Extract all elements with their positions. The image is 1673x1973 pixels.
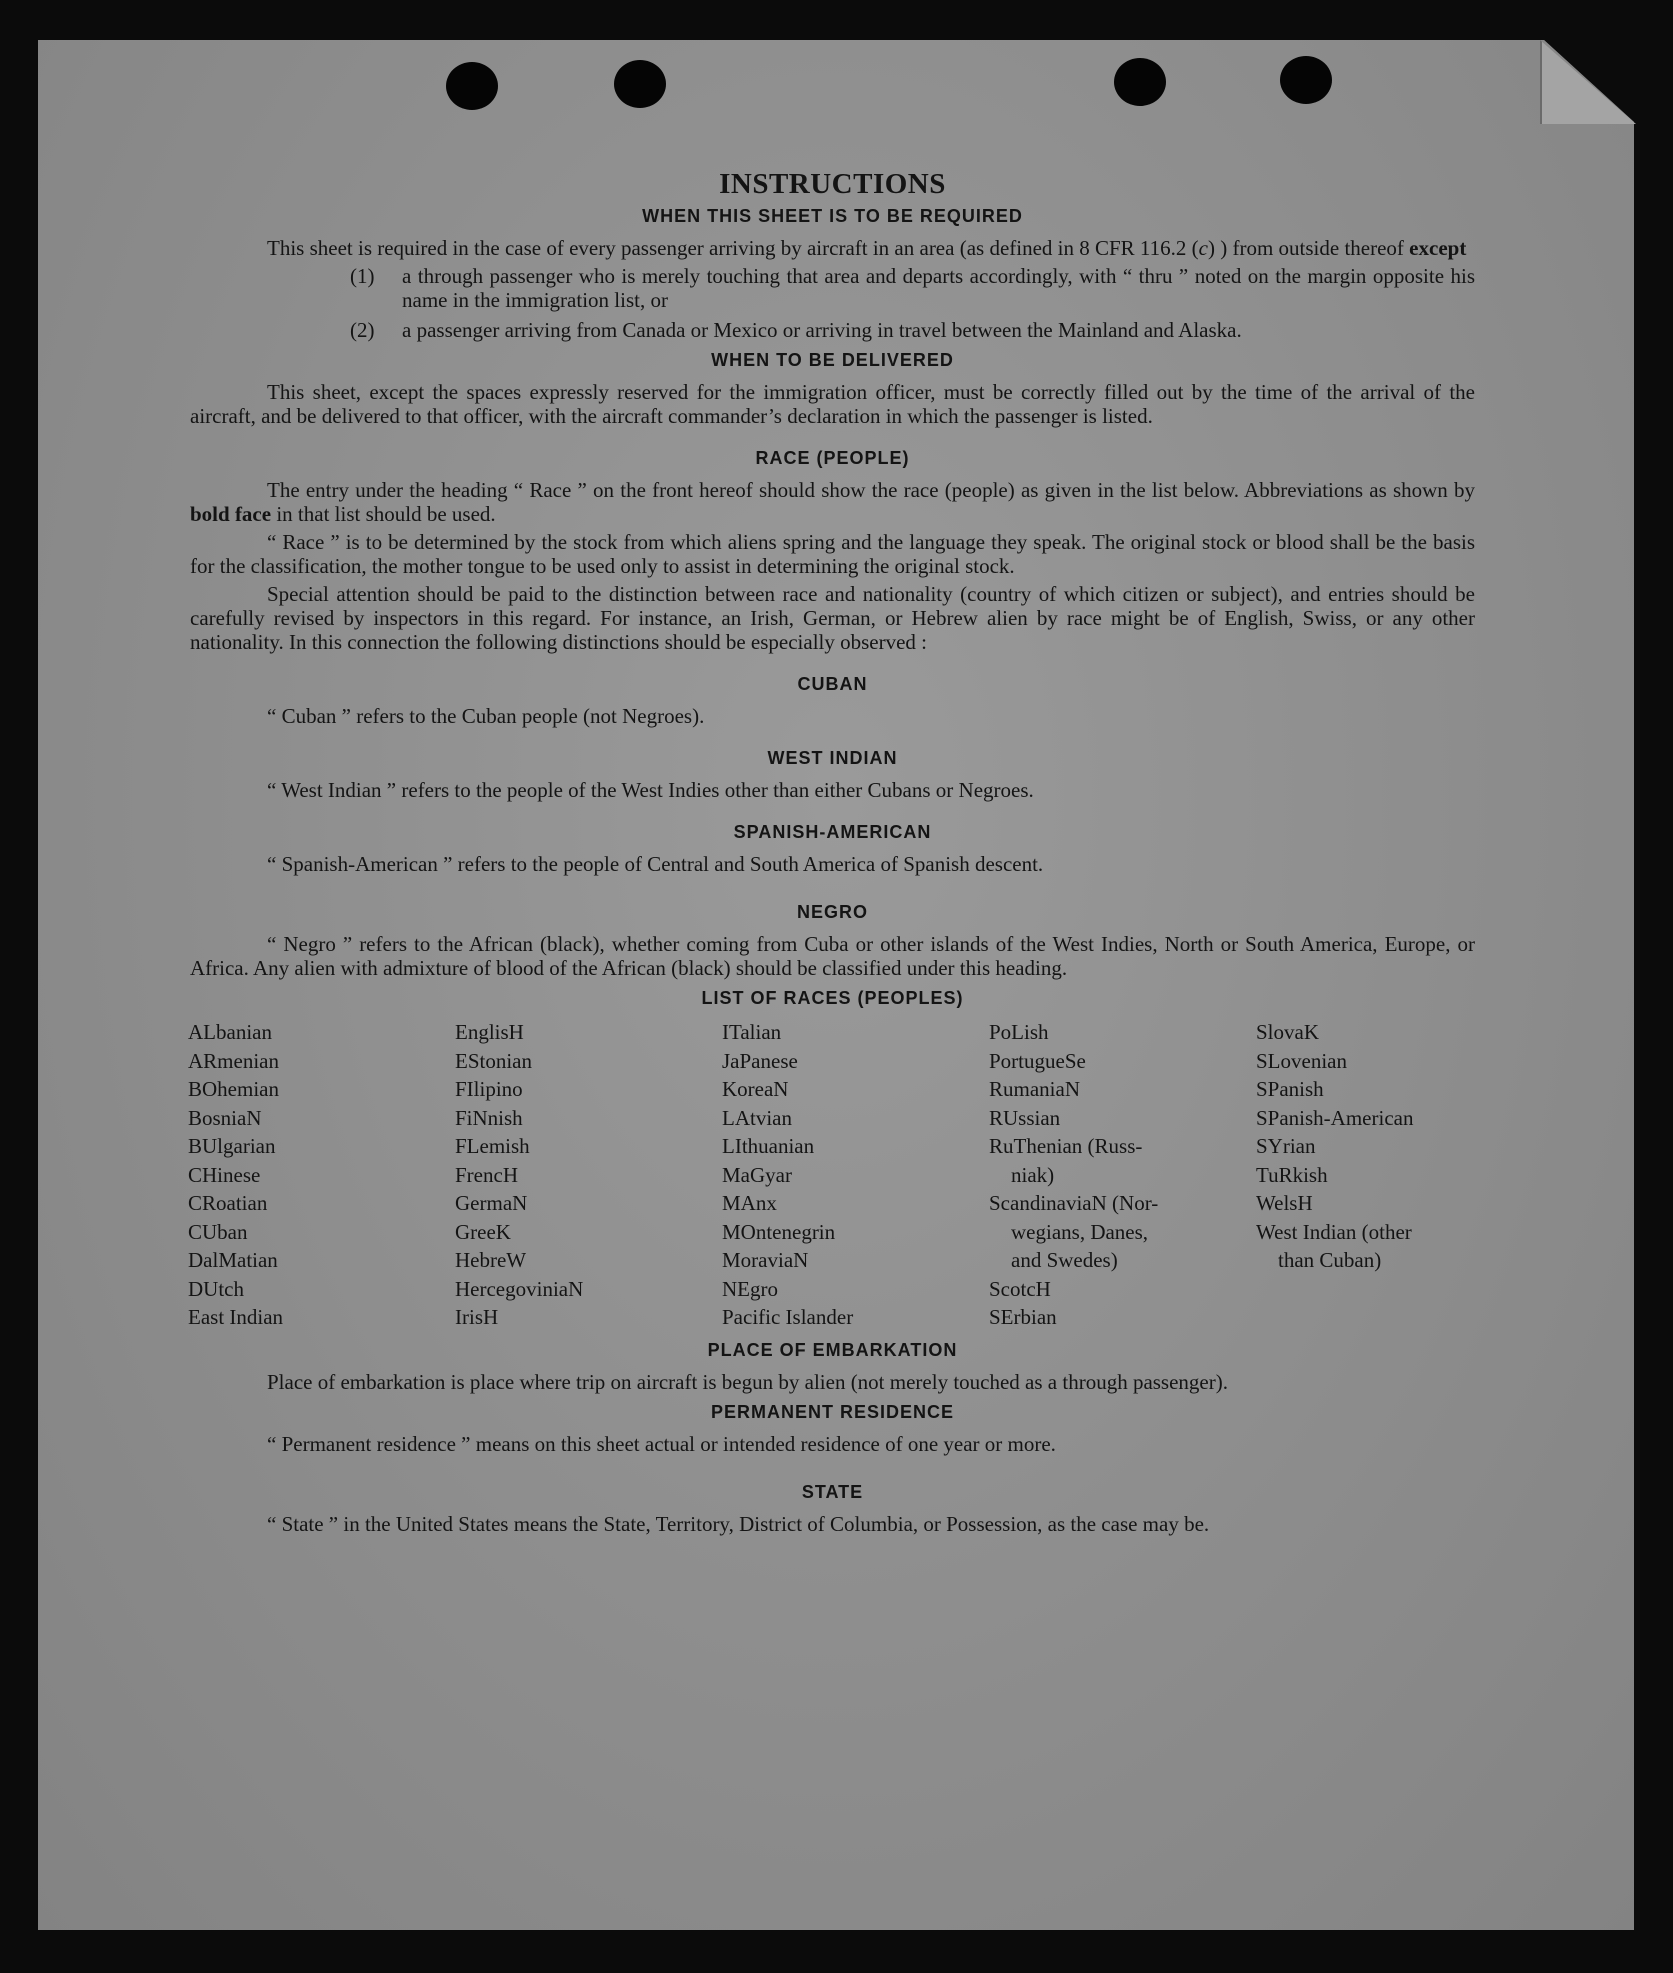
cuban-text: “ Cuban ” refers to the Cuban people (not Negroes). <box>267 704 705 728</box>
race-entry: EnglisH <box>455 1020 524 1044</box>
heading-when-delivered: WHEN TO BE DELIVERED <box>711 350 954 370</box>
state-text: “ State ” in the United States means the State, Territory, District of Columbia, or Possession, as the case may be. <box>267 1511 1210 1536</box>
race-entry: ITalian <box>722 1020 782 1044</box>
race-entry: BUlgarian <box>188 1134 276 1158</box>
race-entry: HebreW <box>455 1248 527 1272</box>
race-entry: JaPanese <box>722 1048 798 1073</box>
permanent-residence-text: “ Permanent residence ” means on this sheet actual or intended residence of one year or more. <box>267 1431 1056 1456</box>
punch-hole <box>1114 58 1166 106</box>
races-column-3 <box>722 1018 989 1332</box>
race-entry: CUban <box>188 1219 248 1244</box>
race-entry-continued: and Swedes) <box>1011 1248 1118 1272</box>
punch-hole <box>614 60 666 108</box>
race-entry: DalMatian <box>188 1248 278 1272</box>
heading-race: RACE (PEOPLE) <box>755 448 910 468</box>
race-entry: SYrian <box>1256 1134 1316 1158</box>
race-entry: LIthuanian <box>722 1134 815 1158</box>
negro-text: “ Negro ” refers to the African (black), whether coming from Cuba or other islands of the West Indies, North or South America, Europe, or Africa. Any alien with admixture of blood of the African (black) should be classified under this heading. <box>190 932 1475 980</box>
when-required-intro: This sheet is required in the case of every passenger arriving by aircraft in an area (as defined in 8 CFR 116.2 (c) ) from outside thereof except <box>267 236 1467 260</box>
race-entry-continued: wegians, Danes, <box>1011 1219 1149 1244</box>
heading-permanent-residence: PERMANENT RESIDENCE <box>710 1401 955 1422</box>
heading-spanish-american: SPANISH-AMERICAN <box>733 822 932 842</box>
race-entry: PortugueSe <box>989 1048 1086 1073</box>
race-entry: MOntenegrin <box>722 1219 836 1244</box>
race-entry: HercegoviniaN <box>455 1276 584 1301</box>
races-column-4 <box>989 1018 1256 1332</box>
heading-list-of-races: LIST OF RACES (PEOPLES) <box>701 988 964 1008</box>
race-entry: GermaN <box>455 1191 528 1215</box>
race-entry: WelsH <box>1256 1191 1313 1215</box>
races-column-5 <box>1256 1018 1496 1332</box>
races-column-1 <box>188 1018 455 1332</box>
race-entry-continued: than Cuban) <box>1278 1248 1382 1272</box>
race-entry: RumaniaN <box>989 1077 1080 1101</box>
race-entry: West Indian (other <box>1256 1219 1412 1244</box>
race-entry: MaGyar <box>722 1162 792 1187</box>
instructions-content <box>190 168 1475 1540</box>
race-entry: SlovaK <box>1256 1020 1319 1044</box>
race-entry: SErbian <box>989 1305 1057 1329</box>
heading-place-of-embarkation: PLACE OF EMBARKATION <box>707 1339 958 1360</box>
exception-item-2: (2) a passenger arriving from Canada or Mexico or arriving in travel between the Mainland and Alaska. <box>350 318 1242 342</box>
race-entry: ScotcH <box>989 1276 1051 1301</box>
race-entry: CRoatian <box>188 1191 268 1215</box>
race-entry: SLovenian <box>1256 1048 1347 1073</box>
races-column-2 <box>455 1018 722 1332</box>
race-entry: SPanish <box>1256 1077 1324 1101</box>
west-indian-text: “ West Indian ” refers to the people of the West Indies other than either Cubans or Negroes. <box>267 778 1034 802</box>
when-delivered-text: This sheet, except the spaces expressly reserved for the immigration officer, must be correctly filled out by the time of the arrival of the aircraft, and be delivered to that officer, with the aircraft commander’s declaration in which the passenger is listed. <box>190 380 1475 428</box>
race-entry: FrencH <box>455 1162 518 1187</box>
spanish-american-text: “ Spanish-American ” refers to the people of Central and South America of Spanish descent. <box>267 852 1044 876</box>
punch-hole <box>1280 56 1332 104</box>
embarkation-text: Place of embarkation is place where trip on aircraft is begun by alien (not merely touched as a through passenger). <box>267 1369 1228 1394</box>
race-entry-continued: niak) <box>1011 1162 1055 1187</box>
race-paragraph-2: “ Race ” is to be determined by the stock from which aliens spring and the language they speak. The original stock or blood shall be the basis for the classification, the mother tongue to be used only to assist in determining the original stock. <box>190 530 1475 578</box>
race-entry: ARmenian <box>188 1048 279 1073</box>
race-paragraph-3: Special attention should be paid to the distinction between race and nationality (country of which citizen or subject), and entries should be carefully revised by inspectors in this regard. For instance, an Irish, German, or Hebrew alien by race might be of English, Swiss, or any other nationality. In this connection the following distinctions should be especially observed : <box>190 582 1475 654</box>
race-entry: NEgro <box>722 1276 778 1301</box>
race-entry: RuThenian (Russ- <box>989 1134 1143 1158</box>
race-paragraph-1: The entry under the heading “ Race ” on the front hereof should show the race (people) as given in the list below. Abbreviations as shown by bold face in that list should be used. <box>190 478 1475 526</box>
heading-state: STATE <box>801 1481 864 1502</box>
race-entry: RUssian <box>989 1105 1061 1130</box>
race-entry: SPanish-American <box>1256 1105 1414 1130</box>
race-entry: CHinese <box>188 1162 261 1187</box>
race-entry: BOhemian <box>188 1077 279 1101</box>
race-entry: BosniaN <box>188 1105 262 1130</box>
race-entry: DUtch <box>188 1276 244 1301</box>
race-entry: KoreaN <box>722 1077 789 1101</box>
race-entry: ScandinaviaN (Nor- <box>989 1191 1159 1215</box>
race-entry: EStonian <box>455 1048 532 1073</box>
heading-when-required: WHEN THIS SHEET IS TO BE REQUIRED <box>642 206 1023 226</box>
race-entry: FiNnish <box>455 1105 523 1130</box>
race-entry: IrisH <box>455 1305 499 1329</box>
heading-cuban: CUBAN <box>797 674 868 694</box>
punch-hole <box>446 62 498 110</box>
race-entry: MoraviaN <box>722 1248 809 1272</box>
race-entry: FLemish <box>455 1134 530 1158</box>
race-entry: GreeK <box>455 1219 511 1244</box>
race-entry: MAnx <box>722 1191 777 1215</box>
heading-west-indian: WEST INDIAN <box>767 748 898 768</box>
race-entry: LAtvian <box>722 1105 792 1130</box>
exception-item-1: (1) a through passenger who is merely touching that area and departs accordingly, with “ thru ” noted on the margin opposite his name in the immigration list, or <box>350 264 1475 312</box>
page-title: INSTRUCTIONS <box>719 168 946 200</box>
race-entry: PoLish <box>989 1020 1049 1044</box>
race-entry: FIlipino <box>455 1077 523 1101</box>
race-entry: ALbanian <box>188 1020 272 1044</box>
race-entry: East Indian <box>188 1305 284 1329</box>
race-entry: TuRkish <box>1256 1162 1328 1187</box>
race-entry: Pacific Islander <box>722 1305 854 1329</box>
races-list <box>188 1018 1475 1332</box>
heading-negro: NEGRO <box>796 902 868 922</box>
